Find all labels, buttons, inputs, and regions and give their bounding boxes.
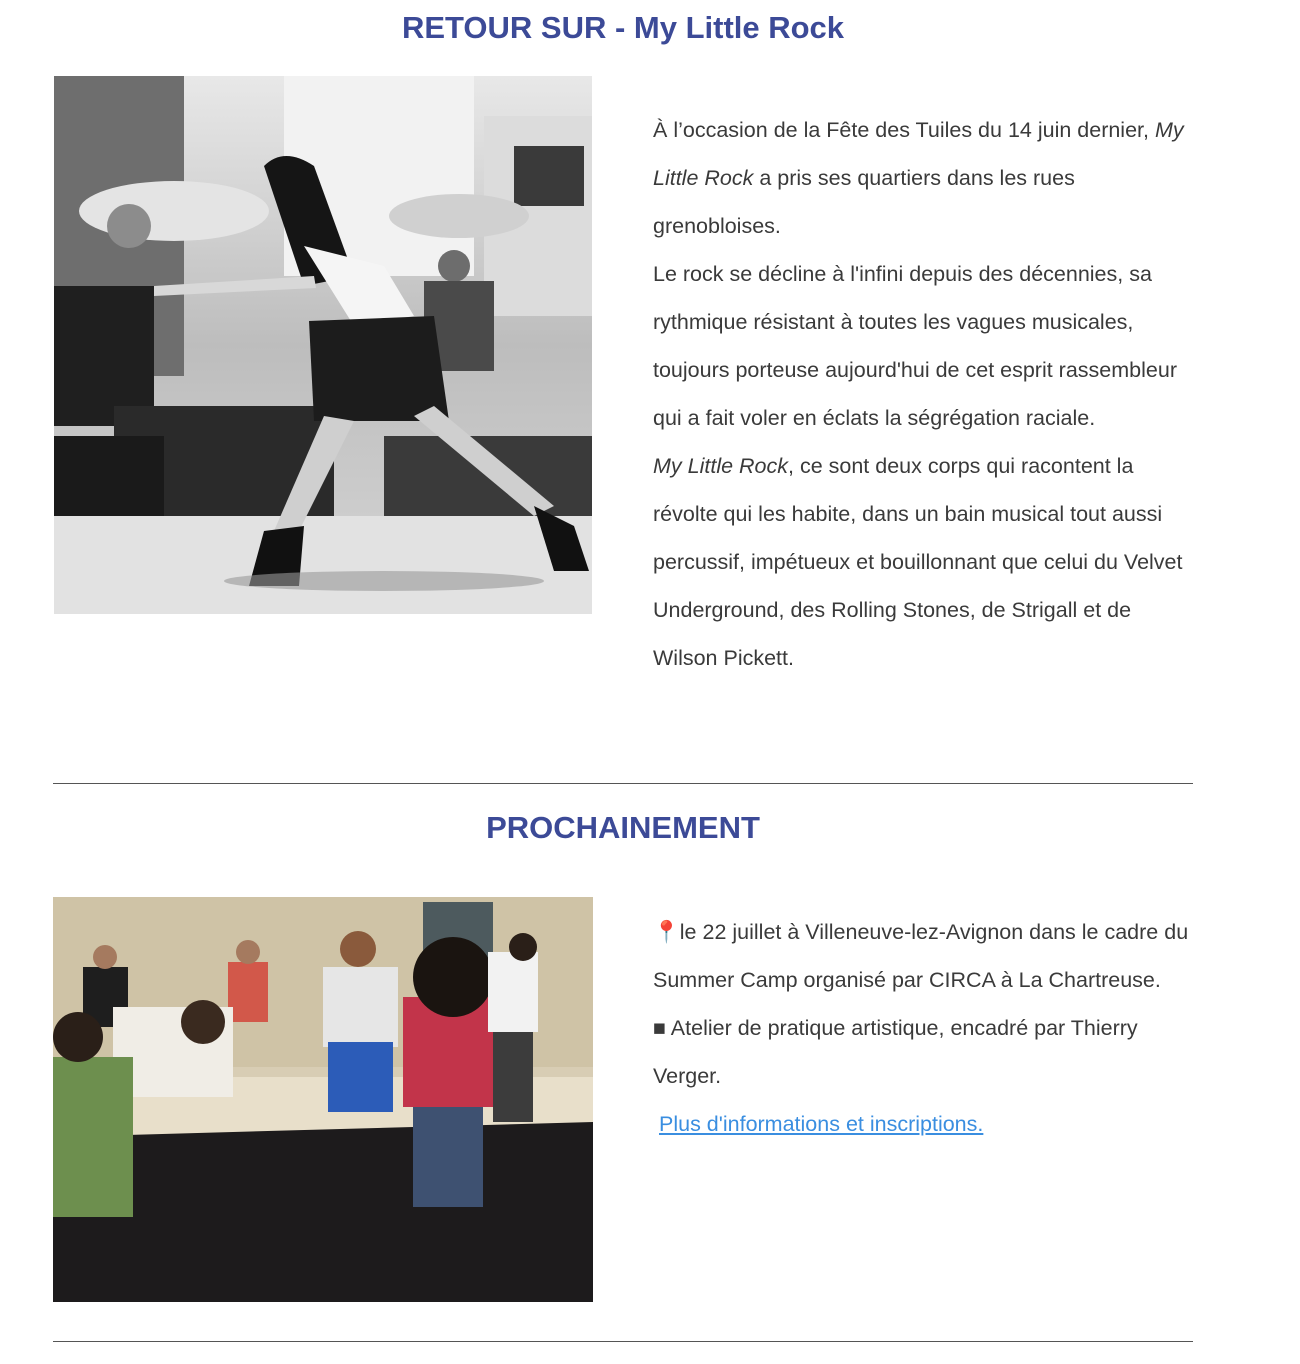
paragraph-3: My Little Rock, ce sont deux corps qui racontent la révolte qui les habite, dans un bain musical tout aussi percussif, impétueux et bouillonnant que celui du Velvet Underground, des Rolling Stones, de Strigall et de Wilson Pickett. (653, 454, 1183, 670)
section1-text (653, 106, 1198, 682)
workshop-line: ■ Atelier de pratique artistique, encadré par Thierry Verger. (653, 1016, 1138, 1088)
workshop-photo (53, 897, 593, 1302)
paragraph-1: À l’occasion de la Fête des Tuiles du 14 juin dernier, My Little Rock a pris ses quartiers dans les rues grenobloises. (653, 118, 1184, 238)
more-info-link[interactable]: Plus d'informations et inscriptions. (659, 1112, 984, 1136)
dancer-photo (54, 76, 592, 614)
pin-icon: 📍 (653, 920, 680, 944)
bullet-icon: ■ (653, 1016, 666, 1040)
divider (53, 783, 1193, 784)
event-line: 📍le 22 juillet à Villeneuve-lez-Avignon dans le cadre du Summer Camp organisé par CIRCA à La Chartreuse. (653, 920, 1189, 992)
section-heading-prochainement: PROCHAINEMENT (486, 810, 760, 845)
section-heading-retour: RETOUR SUR - My Little Rock (401, 10, 845, 45)
divider (53, 1341, 1193, 1342)
paragraph-2: Le rock se décline à l'infini depuis des décennies, sa rythmique résistant à toutes les vagues musicales, toujours porteuse aujourd'hui de cet esprit rassembleur qui a fait voler en éclats la ségrégation raciale. (653, 262, 1177, 430)
section2-text (653, 908, 1198, 1148)
